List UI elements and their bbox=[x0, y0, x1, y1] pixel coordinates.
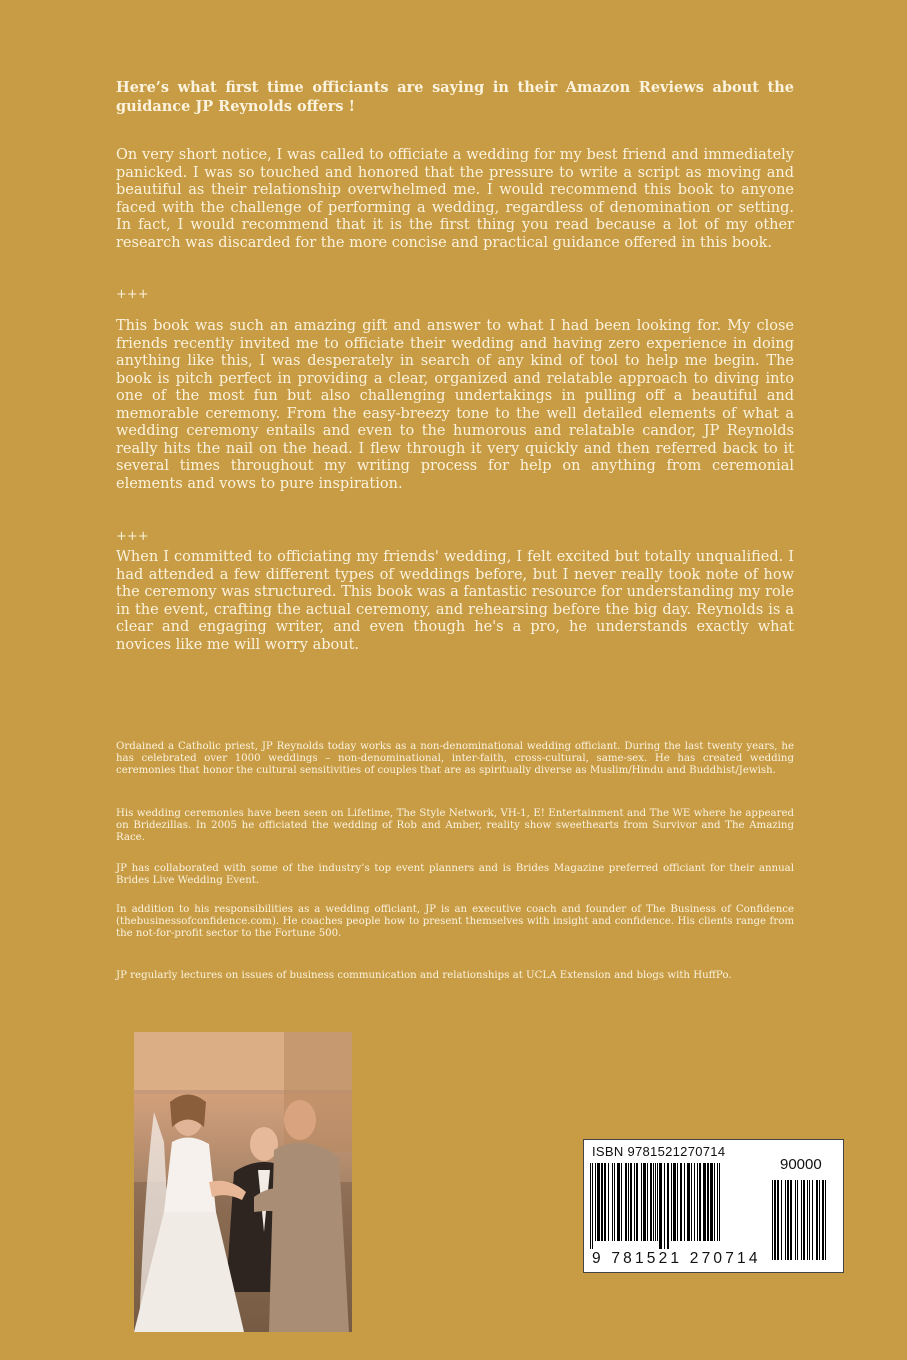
barcode-bar bbox=[604, 1163, 606, 1241]
barcode-bar bbox=[822, 1180, 824, 1260]
barcode-bar bbox=[630, 1163, 632, 1241]
wedding-photo-illustration bbox=[134, 1032, 352, 1332]
isbn-digits: 9 781521 270714 bbox=[592, 1250, 761, 1267]
barcode-bar bbox=[655, 1163, 656, 1241]
barcode-bar bbox=[590, 1163, 591, 1249]
barcode-bar bbox=[703, 1163, 706, 1241]
main-barcode-bars bbox=[590, 1163, 768, 1249]
barcode-bar bbox=[719, 1163, 720, 1241]
barcode-bar bbox=[809, 1180, 810, 1260]
barcode-bar bbox=[601, 1163, 603, 1241]
barcode-bar bbox=[634, 1163, 635, 1241]
barcode-bar bbox=[777, 1180, 779, 1260]
barcode-bar bbox=[657, 1163, 658, 1241]
barcode-bar bbox=[653, 1163, 654, 1241]
barcode-bar bbox=[625, 1163, 627, 1241]
barcode-bar bbox=[801, 1180, 802, 1260]
barcode-bar bbox=[621, 1163, 622, 1241]
barcode-bar bbox=[671, 1163, 672, 1241]
isbn-label: ISBN 9781521270714 bbox=[592, 1144, 726, 1159]
barcode-bar bbox=[710, 1163, 713, 1241]
barcode-bar bbox=[614, 1163, 615, 1241]
barcode-bar bbox=[643, 1163, 646, 1241]
review-2: This book was such an amazing gift and answer to what I had been looking for. My close friends recently invited me to officiate their wedding and having zero experience in doing anything like this, I was desperately in search of any kind of tool to help me begin. The book is pitch perfect in providing a clear, organized and relatable approach to diving into one of the most fun but also challenging undertakings in pulling off a beautiful and memorable ceremony. From the easy-breezy tone to the well detailed elements of what a wedding ceremony entails and even to the humorous and relatable candor, JP Reynolds really hits the nail on the head. I flew through it very quickly and then referred back to it several times throughout my writing process for help on anything from ceremonial elements and vows to pure inspiration. bbox=[116, 318, 794, 492]
barcode-bar bbox=[807, 1180, 808, 1260]
bio-paragraph-2: His wedding ceremonies have been seen on Lifetime, The Style Network, VH-1, E! Entertainment and The WE where he appeared on Bridezillas. In 2005 he officiated the wedding of Rob and Amber, reality show sweethearts from Survivor and The Amazing Race. bbox=[116, 808, 794, 843]
barcode-bar bbox=[687, 1163, 690, 1241]
barcode-bar bbox=[785, 1180, 786, 1260]
isbn-barcode bbox=[583, 1139, 844, 1273]
barcode-bar bbox=[803, 1180, 805, 1260]
bio-paragraph-5: JP regularly lectures on issues of business communication and relationships at UCLA Extension and blogs with HuffPo. bbox=[116, 970, 732, 981]
barcode-bar bbox=[699, 1163, 701, 1241]
wedding-photo bbox=[134, 1032, 352, 1332]
barcode-bar bbox=[659, 1163, 662, 1249]
barcode-bar bbox=[650, 1163, 652, 1241]
barcode-bar bbox=[612, 1163, 613, 1241]
barcode-bar bbox=[647, 1163, 648, 1241]
barcode-bar bbox=[795, 1180, 796, 1260]
barcode-bar bbox=[667, 1163, 669, 1249]
separator-2: +++ bbox=[116, 529, 149, 544]
barcode-bar bbox=[697, 1163, 698, 1241]
barcode-bar bbox=[691, 1163, 692, 1241]
barcode-bar bbox=[774, 1180, 776, 1260]
barcode-bar bbox=[797, 1180, 798, 1260]
barcode-bar bbox=[595, 1163, 596, 1241]
barcode-bar bbox=[597, 1163, 600, 1241]
barcode-bar bbox=[812, 1180, 813, 1260]
barcode-bar bbox=[680, 1163, 682, 1241]
intro-text: Here’s what first time officiants are saying in their Amazon Reviews about the guidance JP Reynolds offers ! bbox=[116, 79, 794, 115]
barcode-bar bbox=[790, 1180, 792, 1260]
barcode-bar bbox=[694, 1163, 695, 1241]
barcode-bar bbox=[714, 1163, 715, 1241]
barcode-bar bbox=[781, 1180, 782, 1260]
barcode-bar bbox=[684, 1163, 685, 1241]
barcode-bar bbox=[772, 1180, 773, 1260]
barcode-bar bbox=[819, 1180, 820, 1260]
bio-paragraph-1: Ordained a Catholic priest, JP Reynolds today works as a non-denominational wedding officiant. During the last twenty years, he has celebrated over 1000 weddings – non-denominational, inter-faith, cross-cultural, same-sex. He has created wedding ceremonies that honor the cultural sensitivities of couples that are as spiritually diverse as Muslim/Hindu and Buddhist/Jewish. bbox=[116, 741, 794, 776]
barcode-bar bbox=[787, 1180, 789, 1260]
bio-paragraph-4: In addition to his responsibilities as a wedding officiant, JP is an executive coach and founder of The Business of Confidence (thebusinessofconfidence.com). He coaches people how to present themselves with insight and confidence. His clients range from the not-for-profit sector to the Fortune 500. bbox=[116, 904, 794, 939]
barcode-bar bbox=[636, 1163, 638, 1241]
barcode-bar bbox=[677, 1163, 678, 1241]
addon-barcode-bars bbox=[772, 1180, 836, 1268]
separator-1: +++ bbox=[116, 287, 149, 302]
price-code: 90000 bbox=[780, 1156, 822, 1173]
barcode-bar bbox=[628, 1163, 629, 1241]
barcode-bar bbox=[816, 1180, 818, 1260]
barcode-bar bbox=[673, 1163, 676, 1241]
barcode-bar bbox=[707, 1163, 709, 1241]
review-1: On very short notice, I was called to officiate a wedding for my best friend and immediately panicked. I was so touched and honored that the pressure to write a script as moving and beautiful as their relationship overwhelmed me. I would recommend this book to anyone faced with the challenge of performing a wedding, regardless of denomination or setting. In fact, I would recommend that it is the first thing you read because a lot of my other research was discarded for the more concise and practical guidance offered in this book. bbox=[116, 147, 794, 251]
barcode-bar bbox=[608, 1163, 609, 1241]
barcode-bar bbox=[664, 1163, 665, 1249]
barcode-bar bbox=[641, 1163, 642, 1241]
barcode-bar bbox=[717, 1163, 718, 1241]
barcode-bar bbox=[825, 1180, 826, 1260]
barcode-bar bbox=[617, 1163, 620, 1241]
bio-paragraph-3: JP has collaborated with some of the industry’s top event planners and is Brides Magazine preferred officiant for their annual Brides Live Wedding Event. bbox=[116, 863, 794, 886]
review-3: When I committed to officiating my friends' wedding, I felt excited but totally unqualified. I had attended a few different types of weddings before, but I never really took note of how the ceremony was structured. This book was a fantastic resource for understanding my role in the event, crafting the actual ceremony, and rehearsing before the big day. Reynolds is a clear and engaging writer, and even though he's a pro, he understands exactly what novices like me will worry about. bbox=[116, 549, 794, 653]
barcode-bar bbox=[592, 1163, 593, 1249]
